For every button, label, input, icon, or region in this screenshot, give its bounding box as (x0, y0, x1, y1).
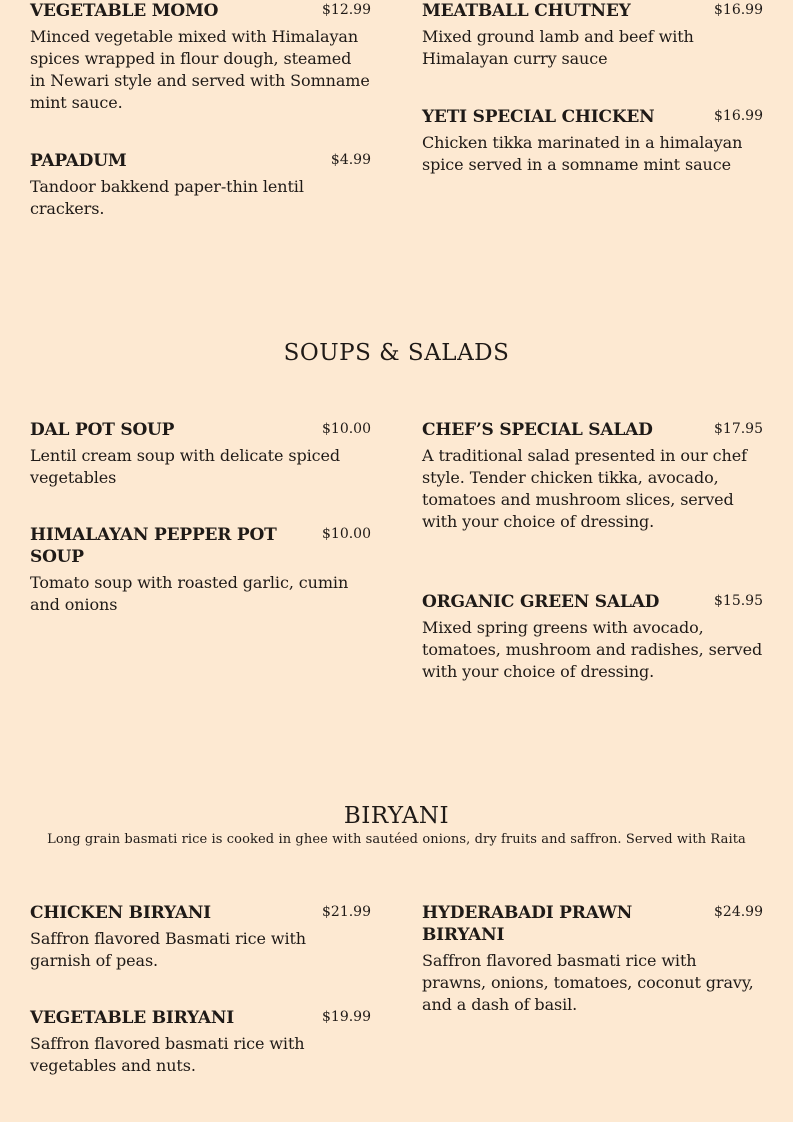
item-description: Minced vegetable mixed with Himalayan spices wrapped in flour dough, steamed in Newari style and served with Somname mint sauce. (30, 27, 370, 112)
item-header (30, 0, 371, 22)
item-name: YETI SPECIAL CHICKEN (422, 107, 655, 127)
item-name: ORGANIC GREEN SALAD (422, 592, 660, 612)
item-name: HYDERABADI PRAWN BIRYANI (422, 903, 633, 945)
item-name: DAL POT SOUP (30, 420, 175, 440)
item-header (30, 524, 371, 568)
menu-item-vegetable-momo (30, 0, 371, 114)
item-header (422, 106, 763, 128)
item-description: Saffron flavored basmati rice with prawns, onions, tomatoes, coconut gravy, and a dash of basil. (422, 951, 754, 1014)
item-price: $10.00 (322, 421, 371, 437)
menu-item-chicken-biryani (30, 902, 371, 972)
menu-item-dal-pot-soup (30, 419, 371, 489)
menu-item-chefs-special-salad (422, 419, 763, 533)
item-description: Chicken tikka marinated in a himalayan spice served in a somname mint sauce (422, 133, 743, 174)
item-description: A traditional salad presented in our chef style. Tender chicken tikka, avocado, tomatoes and mushroom slices, served with your choice of dressing. (422, 446, 747, 531)
item-description: Mixed spring greens with avocado, tomatoes, mushroom and radishes, served with your choice of dressing. (422, 618, 763, 681)
menu-item-himalayan-pepper-pot-soup (30, 524, 371, 616)
item-header (422, 0, 763, 22)
item-header (422, 902, 763, 946)
item-description: Lentil cream soup with delicate spiced vegetables (30, 446, 341, 487)
item-price: $4.99 (330, 152, 371, 168)
item-header (30, 419, 371, 441)
item-price: $16.99 (714, 2, 763, 18)
item-price: $24.99 (714, 904, 763, 920)
item-name: VEGETABLE MOMO (30, 1, 219, 21)
item-name: CHICKEN BIRYANI (30, 903, 211, 923)
item-name: VEGETABLE BIRYANI (30, 1008, 234, 1028)
menu-item-hyderabadi-prawn-biryani (422, 902, 763, 1016)
item-name: PAPADUM (30, 151, 127, 171)
item-header (30, 1007, 371, 1029)
item-header (30, 902, 371, 924)
item-price: $10.00 (322, 526, 371, 542)
item-price: $17.95 (714, 421, 763, 437)
item-price: $19.99 (322, 1009, 371, 1025)
item-header (422, 419, 763, 441)
menu-item-organic-green-salad (422, 591, 763, 683)
item-header (422, 591, 763, 613)
item-name: HIMALAYAN PEPPER POT SOUP (30, 525, 277, 567)
item-description: Tandoor bakkend paper-thin lentil crackers. (30, 177, 304, 218)
section-subtitle-biryani: Long grain basmati rice is cooked in ghee with sautéed onions, dry fruits and saffron. Served with Raita (47, 832, 746, 847)
item-price: $12.99 (322, 2, 371, 18)
item-header (30, 150, 371, 172)
menu-item-papadum (30, 150, 371, 220)
item-description: Saffron flavored basmati rice with vegetables and nuts. (30, 1034, 305, 1075)
item-price: $21.99 (322, 904, 371, 920)
menu-item-meatball-chutney (422, 0, 763, 70)
item-description: Saffron flavored Basmati rice with garnish of peas. (30, 929, 306, 970)
menu-item-yeti-special-chicken (422, 106, 763, 176)
item-price: $16.99 (714, 108, 763, 124)
item-name: MEATBALL CHUTNEY (422, 1, 631, 21)
section-title-biryani: BIRYANI (343, 803, 450, 829)
section-title-soups-salads: SOUPS & SALADS (283, 340, 510, 366)
menu-item-vegetable-biryani (30, 1007, 371, 1077)
item-description: Mixed ground lamb and beef with Himalayan curry sauce (422, 27, 694, 68)
item-price: $15.95 (714, 593, 763, 609)
item-name: CHEF’S SPECIAL SALAD (422, 420, 653, 440)
item-description: Tomato soup with roasted garlic, cumin and onions (30, 573, 349, 614)
